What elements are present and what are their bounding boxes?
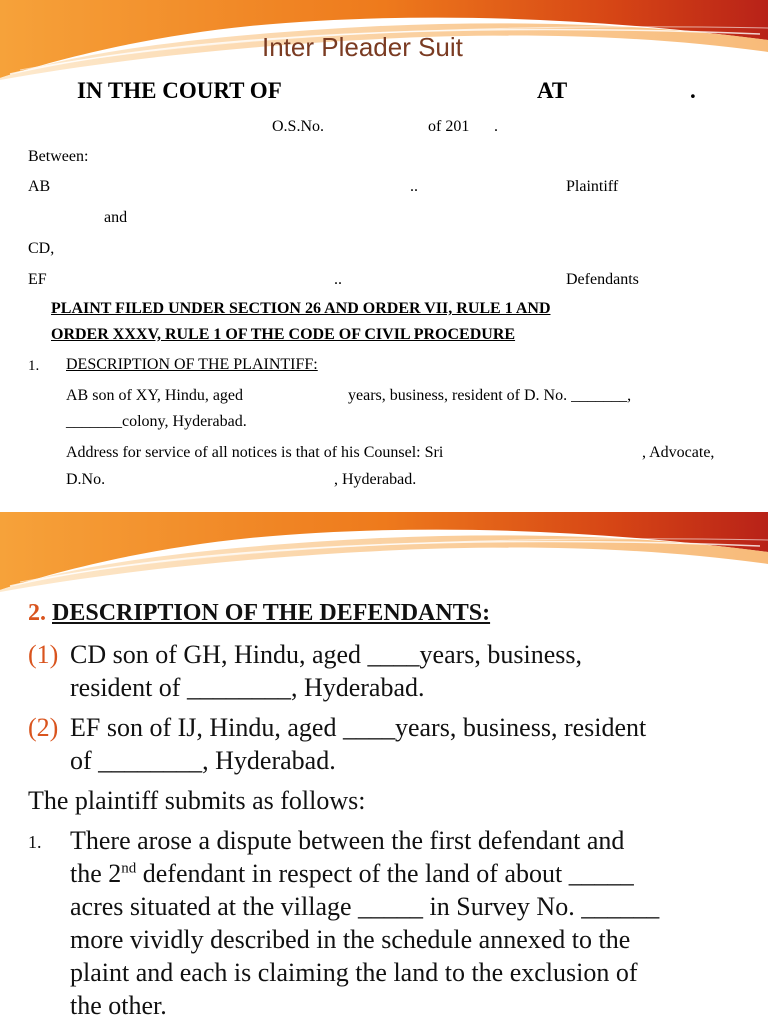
party-ab-role: Plaintiff (566, 178, 619, 195)
defendant-1-line-2: resident of ________, Hyderabad. (70, 673, 425, 702)
paragraph-1-line-2 (70, 859, 634, 889)
plaintiff-details-1b: years, business, resident of D. No. _______, (348, 387, 632, 404)
address-line-2a: D.No. (66, 471, 106, 488)
defendant-2-line-1: EF son of IJ, Hindu, aged ____years, business, resident (70, 713, 647, 742)
defendant-1-line-1: CD son of GH, Hindu, aged ____years, business, (70, 640, 583, 669)
paragraph-1-line-2a: the 2 (70, 859, 122, 888)
orange-wave-banner (0, 512, 768, 592)
defendant-1-number: (1) (28, 640, 59, 669)
court-at-label: AT (537, 78, 568, 103)
defendant-2-line-2: of ________, Hyderabad. (70, 746, 336, 775)
paragraph-1-number: 1. (28, 832, 42, 852)
party-cd-name: CD, (28, 240, 55, 257)
item-1-number: 1. (28, 358, 40, 374)
address-line-1b: , Advocate, (642, 444, 715, 461)
os-year-label: of 201 (428, 118, 470, 135)
paragraph-1-line-2b: defendant in respect of the land of about _____ (136, 859, 634, 888)
defendants-heading-text: DESCRIPTION OF THE DEFENDANTS: (52, 600, 491, 626)
os-number-label: O.S.No. (272, 118, 325, 135)
plaint-heading-line-2: ORDER XXXV, RULE 1 OF THE CODE OF CIVIL PROCEDURE (51, 326, 516, 343)
between-label: Between: (28, 148, 89, 165)
paragraph-1-line-4: more vividly described in the schedule annexed to the (70, 925, 631, 954)
slide-title: Inter Pleader Suit (262, 32, 463, 62)
defendants-heading-number: 2. (28, 600, 46, 626)
plaintiff-details-2: _______colony, Hyderabad. (66, 413, 247, 430)
party-ab-dots: .. (410, 178, 418, 195)
party-ef-role: Defendants (566, 271, 639, 288)
plaintiff-details-1a: AB son of XY, Hindu, aged (66, 387, 244, 404)
os-dot: . (494, 118, 498, 135)
party-ef-name: EF (28, 271, 47, 288)
party-ef-dots: .. (334, 271, 342, 288)
paragraph-1-line-6: the other. (70, 991, 167, 1020)
paragraph-1-line-1: There arose a dispute between the first defendant and (70, 826, 625, 855)
and-label: and (104, 209, 128, 226)
paragraph-1-line-5: plaint and each is claiming the land to the exclusion of (70, 958, 638, 987)
court-label: IN THE COURT OF (77, 78, 282, 103)
plaint-heading-line-1: PLAINT FILED UNDER SECTION 26 AND ORDER VII, RULE 1 AND (51, 300, 551, 317)
ordinal-suffix: nd (121, 860, 137, 877)
party-ab-name: AB (28, 178, 51, 195)
court-dot: . (690, 78, 696, 103)
paragraph-1-line-3: acres situated at the village _____ in Survey No. ______ (70, 892, 660, 921)
defendants-heading (28, 600, 490, 627)
address-line-2b: , Hyderabad. (334, 471, 417, 488)
plaintiff-submits: The plaintiff submits as follows: (28, 786, 366, 815)
defendant-2-number: (2) (28, 713, 59, 742)
address-line-1a: Address for service of all notices is that of his Counsel: Sri (66, 444, 444, 461)
plaintiff-description-heading: DESCRIPTION OF THE PLAINTIFF: (66, 356, 318, 373)
slide-2 (0, 512, 768, 1024)
